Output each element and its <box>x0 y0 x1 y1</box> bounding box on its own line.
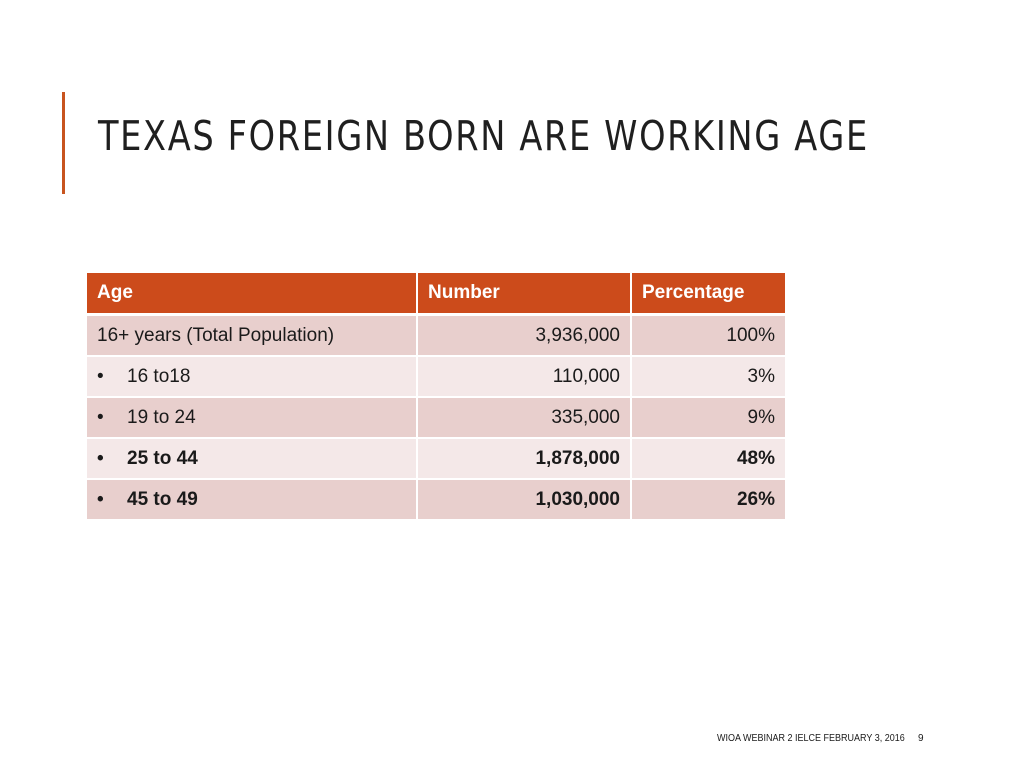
percentage-cell: 100% <box>631 315 785 357</box>
bullet-icon: • <box>97 406 104 428</box>
age-label: 25 to 44 <box>127 447 198 469</box>
percentage-cell: 26% <box>631 479 785 520</box>
table-header-row <box>87 273 785 315</box>
number-cell: 3,936,000 <box>417 315 631 357</box>
number-cell: 110,000 <box>417 356 631 397</box>
table-row <box>87 438 785 479</box>
table-row <box>87 315 785 357</box>
age-cell <box>87 315 417 357</box>
slide-title: TEXAS FOREIGN BORN ARE WORKING AGE <box>98 112 869 160</box>
header-age: Age <box>87 273 417 315</box>
number-cell: 1,878,000 <box>417 438 631 479</box>
age-label: 19 to 24 <box>127 406 196 428</box>
footer-text: WIOA WEBINAR 2 IELCE FEBRUARY 3, 2016 <box>717 733 905 744</box>
header-number: Number <box>417 273 631 315</box>
age-label: 45 to 49 <box>127 488 198 510</box>
table-row <box>87 397 785 438</box>
table-row <box>87 479 785 520</box>
percentage-cell: 3% <box>631 356 785 397</box>
number-cell: 1,030,000 <box>417 479 631 520</box>
number-cell: 335,000 <box>417 397 631 438</box>
header-percentage: Percentage <box>631 273 785 315</box>
age-label: 16 to18 <box>127 365 191 387</box>
age-cell <box>87 356 417 397</box>
age-label: 16+ years (Total Population) <box>97 324 335 346</box>
title-accent-bar <box>62 92 65 194</box>
percentage-cell: 9% <box>631 397 785 438</box>
age-cell <box>87 479 417 520</box>
bullet-icon: • <box>97 365 104 387</box>
table-row <box>87 356 785 397</box>
percentage-cell: 48% <box>631 438 785 479</box>
age-cell <box>87 438 417 479</box>
bullet-icon: • <box>97 488 104 510</box>
bullet-icon: • <box>97 447 104 469</box>
age-cell <box>87 397 417 438</box>
age-table <box>87 273 785 521</box>
page-number: 9 <box>918 733 924 744</box>
